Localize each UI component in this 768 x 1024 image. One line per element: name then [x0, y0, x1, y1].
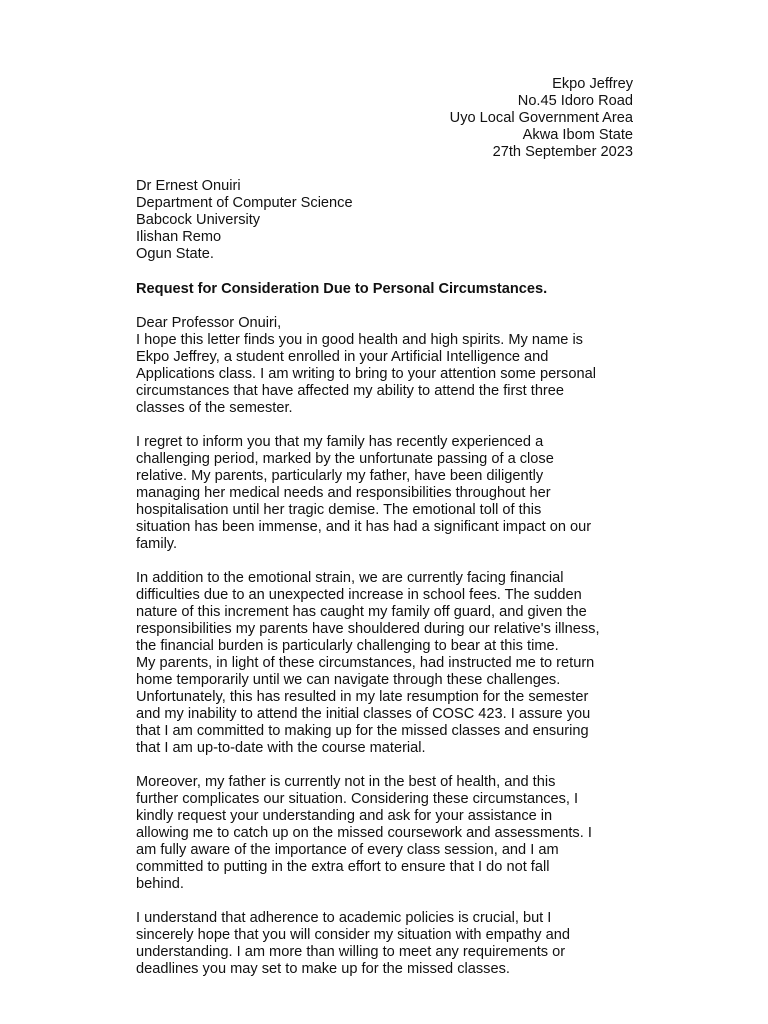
body-line: challenging period, marked by the unfortunate passing of a close	[136, 451, 554, 467]
body-line: hospitalisation until her tragic demise. The emotional toll of this	[136, 502, 542, 518]
body-line: that I am up-to-date with the course material.	[136, 740, 426, 756]
body-line: allowing me to catch up on the missed coursework and assessments. I	[136, 825, 592, 841]
body-line: behind.	[136, 876, 184, 892]
letter-subject: Request for Consideration Due to Personal Circumstances.	[136, 281, 548, 297]
body-line: home temporarily until we can navigate through these challenges.	[136, 672, 561, 688]
body-line: kindly request your understanding and ask for your assistance in	[136, 808, 553, 824]
body-line: further complicates our situation. Considering these circumstances, I	[136, 791, 579, 807]
body-line: Ekpo Jeffrey, a student enrolled in your Artificial Intelligence and	[136, 349, 549, 365]
letter-body	[136, 315, 646, 995]
body-line: sincerely hope that you will consider my situation with empathy and	[136, 927, 570, 943]
body-line: difficulties due to an unexpected increase in school fees. The sudden	[136, 587, 582, 603]
recipient-department: Department of Computer Science	[136, 195, 353, 211]
recipient-name: Dr Ernest Onuiri	[136, 178, 241, 194]
body-line: I regret to inform you that my family has recently experienced a	[136, 434, 544, 450]
sender-address	[450, 76, 633, 161]
sender-name: Ekpo Jeffrey	[552, 76, 633, 92]
body-line: understanding. I am more than willing to meet any requirements or	[136, 944, 566, 960]
recipient-state: Ogun State.	[136, 246, 214, 262]
body-line: situation has been immense, and it has had a significant impact on our	[136, 519, 592, 535]
sender-state: Akwa Ibom State	[522, 127, 633, 143]
body-line: relative. My parents, particularly my father, have been diligently	[136, 468, 544, 484]
sender-street: No.45 Idoro Road	[517, 93, 633, 109]
body-line: I understand that adherence to academic policies is crucial, but I	[136, 910, 552, 926]
body-line: family.	[136, 536, 178, 552]
recipient-university: Babcock University	[136, 212, 261, 228]
body-line: Dear Professor Onuiri,	[136, 315, 282, 331]
body-line: the financial burden is particularly challenging to bear at this time.	[136, 638, 559, 654]
paragraph-financial-difficulties	[136, 570, 646, 757]
body-line: committed to putting in the extra effort to ensure that I do not fall	[136, 859, 550, 875]
body-line: I hope this letter finds you in good health and high spirits. My name is	[136, 332, 583, 348]
paragraph-family-loss	[136, 434, 646, 553]
body-line: Unfortunately, this has resulted in my late resumption for the semester	[136, 689, 589, 705]
body-line: In addition to the emotional strain, we are currently facing financial	[136, 570, 564, 586]
body-line: am fully aware of the importance of every class session, and I am	[136, 842, 559, 858]
paragraph-request	[136, 774, 646, 893]
sender-lga: Uyo Local Government Area	[449, 110, 633, 126]
body-line: circumstances that have affected my ability to attend the first three	[136, 383, 565, 399]
paragraph-closing	[136, 910, 646, 978]
body-line: deadlines you may set to make up for the missed classes.	[136, 961, 510, 977]
body-line: My parents, in light of these circumstances, had instructed me to return	[136, 655, 595, 671]
body-line: Applications class. I am writing to bring to your attention some personal	[136, 366, 596, 382]
paragraph-greeting-intro	[136, 315, 646, 417]
body-line: Moreover, my father is currently not in the best of health, and this	[136, 774, 556, 790]
body-line: managing her medical needs and responsibilities throughout her	[136, 485, 551, 501]
recipient-address	[136, 178, 353, 263]
letter-date: 27th September 2023	[492, 144, 633, 160]
body-line: responsibilities my parents have shouldered during our relative's illness,	[136, 621, 600, 637]
body-line: that I am committed to making up for the missed classes and ensuring	[136, 723, 589, 739]
body-line: nature of this increment has caught my family off guard, and given the	[136, 604, 587, 620]
recipient-town: Ilishan Remo	[136, 229, 222, 245]
body-line: and my inability to attend the initial classes of COSC 423. I assure you	[136, 706, 591, 722]
body-line: classes of the semester.	[136, 400, 293, 416]
